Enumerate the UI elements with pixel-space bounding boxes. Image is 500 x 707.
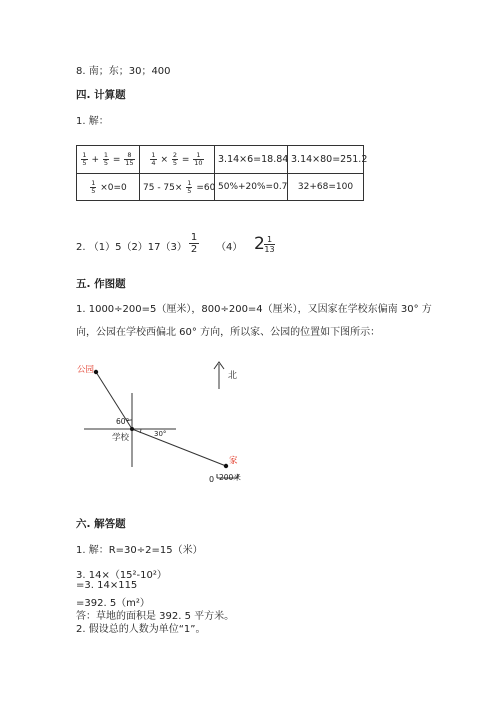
q1-drawing-line1: 1. 1000÷200=5（厘米），800÷200=4（厘米），又因家在学校东偏南 30° 方	[76, 304, 432, 315]
fraction-one-half: 1 2	[190, 232, 198, 255]
north-label: 北	[228, 371, 238, 381]
fraction: $\frac{1}{5}$	[82, 151, 87, 167]
section-title-answers: 六. 解答题	[76, 518, 126, 530]
school-point	[130, 427, 134, 431]
home-direction-line	[132, 429, 226, 466]
angle-60-label: 60°	[116, 417, 130, 426]
q2-part4-label: （4）	[216, 242, 243, 253]
home-point	[224, 464, 228, 468]
park-label: 公园	[77, 365, 95, 375]
home-label: 家	[229, 456, 238, 466]
calc-step-3: =392. 5（m²）	[76, 598, 150, 609]
q1-solution-line: 1. 解：R=30÷2=15（米）	[76, 545, 203, 556]
q2-solution-line: 2. 假设总的人数为单位“1”。	[76, 624, 206, 635]
fraction: $\frac{2}{5}$	[172, 151, 177, 167]
answer-q8: 8. 南；东；30；400	[76, 66, 171, 77]
school-label: 学校	[112, 433, 130, 443]
table-cell: 32+68=100	[288, 174, 364, 201]
operator: =	[181, 155, 190, 165]
table-cell: 50%+20%=0.7	[215, 174, 288, 201]
expression-text: ×0=0	[100, 182, 127, 193]
operator: =	[112, 155, 121, 165]
table-cell: 3.14×80=251.2	[288, 146, 364, 174]
q1-label: 1. 解：	[76, 116, 109, 127]
angle-30-label: 30°	[154, 430, 167, 438]
expression-text: =60	[196, 182, 216, 193]
answer-sentence: 答：草地的面积是 392. 5 平方米。	[76, 611, 235, 622]
table-cell: 3.14×6=18.84	[215, 146, 288, 174]
fraction: $\frac{1}{10}$	[194, 151, 203, 167]
section-title-calculation: 四. 计算题	[76, 89, 126, 101]
calc-step-2: =3. 14×115	[76, 580, 138, 591]
operator: ×	[160, 155, 168, 165]
q1-drawing-line2: 向，公园在学校西偏北 60° 方向，所以家、公园的位置如下图所示：	[76, 327, 381, 338]
scale-zero-label: 0	[209, 475, 215, 484]
q2-answer: 2. （1）5（2）17（3）	[76, 242, 187, 253]
mixed-number-fraction: $\frac{1}{13}$	[264, 235, 275, 254]
park-point	[94, 370, 98, 374]
fraction: $\frac{1}{4}$	[151, 151, 156, 167]
scale-distance-label: 200米	[219, 473, 241, 482]
operator: +	[91, 155, 99, 165]
fraction: $\frac{8}{15}$	[125, 151, 134, 167]
fraction: $\frac{1}{5}$	[187, 178, 192, 195]
calc-step-1: 3. 14×（15²-10²）	[76, 570, 167, 581]
section-title-drawing: 五. 作图题	[76, 278, 126, 290]
mixed-number-whole: 2	[254, 234, 265, 254]
fraction: $\frac{1}{5}$	[91, 178, 96, 195]
expression-text: 75 - 75×	[143, 182, 183, 193]
fraction: $\frac{1}{5}$	[103, 151, 108, 167]
